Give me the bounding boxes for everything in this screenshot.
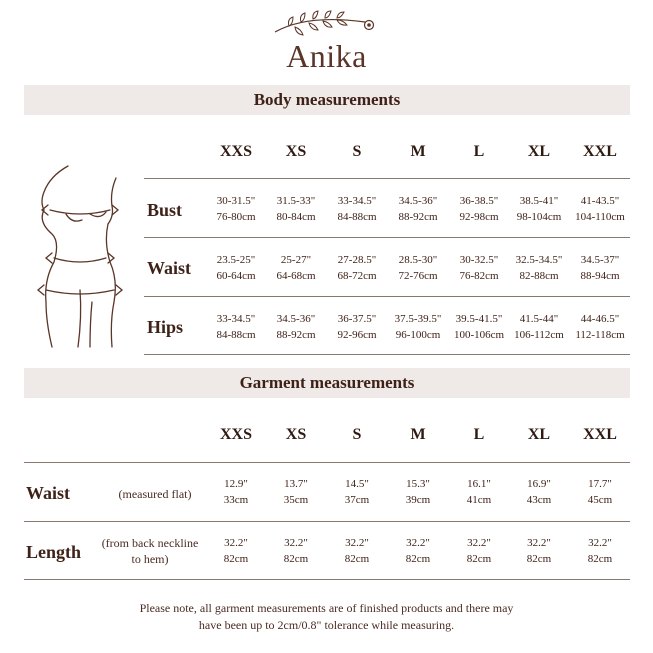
measurement-cell: 32.2" 82cm [587,537,613,565]
measurement-cell: 25-27" 64-68cm [276,254,316,282]
measurement-cell: 37.5-39.5" 96-100cm [394,313,442,341]
size-label: XS [285,426,307,443]
divider [24,579,630,580]
size-label: S [352,143,362,160]
measurement-cell: 32.2" 82cm [526,537,552,565]
size-label: XS [285,143,307,160]
measurement-cell: 30-31.5" 76-80cm [216,195,256,223]
measurement-cell: 23.5-25" 60-64cm [216,254,256,282]
size-label: XXL [583,143,617,160]
size-label: S [352,426,362,443]
size-label: XXS [219,143,252,160]
body-measurements-title: Body measurements [24,85,630,115]
body-row-bust [0,180,653,238]
measurement-cell: 36-38.5" 92-98cm [459,195,499,223]
row-note: (measured flat) [118,487,192,501]
measurement-cell: 17.7" 45cm [587,478,613,506]
measurement-cell: 13.7" 35cm [283,478,309,506]
measurement-cell: 36-37.5" 92-96cm [337,313,377,341]
measurement-cell: 38.5-41" 98-104cm [516,195,562,223]
measurement-cell: 28.5-30" 72-76cm [398,254,438,282]
brand-header [0,8,653,74]
garment-row-waist [0,464,653,522]
body-row-waist [0,239,653,297]
tolerance-note-line: have been up to 2cm/0.8" tolerance while measuring. [198,618,455,632]
body-row-hips [0,298,653,356]
divider [144,296,630,297]
brand-name: Anika [286,38,367,74]
row-label: Hips [147,317,184,337]
measurement-cell: 41.5-44" 106-112cm [514,313,564,341]
measurement-cell: 27-28.5" 68-72cm [337,254,377,282]
size-label: XL [527,143,551,160]
size-label: XXS [219,426,252,443]
measurement-cell: 34.5-36" 88-92cm [398,195,438,223]
size-label: M [410,143,426,160]
measurement-cell: 32.2" 82cm [223,537,249,565]
measurement-cell: 33-34.5" 84-88cm [337,195,377,223]
size-label: XL [527,426,551,443]
measurement-cell: 34.5-36" 88-92cm [276,313,316,341]
measurement-cell: 31.5-33" 80-84cm [276,195,316,223]
divider [144,178,630,179]
size-label: L [473,426,485,443]
measurement-cell: 30-32.5" 76-82cm [459,254,499,282]
row-note: (from back neckline to hem) [101,536,199,566]
measurement-cell: 16.1" 41cm [466,478,492,506]
measurement-cell: 34.5-37" 88-94cm [580,254,620,282]
garment-row-length [0,523,653,581]
row-label: Waist [26,483,71,503]
measurement-cell: 15.3" 39cm [405,478,431,506]
tolerance-note [0,600,653,634]
measurement-cell: 32.2" 82cm [466,537,492,565]
divider [144,237,630,238]
measurement-cell: 12.9" 33cm [223,478,249,506]
size-label: L [473,143,485,160]
measurement-cell: 41-43.5" 104-110cm [575,195,625,223]
size-label: M [410,426,426,443]
measurement-cell: 32.2" 82cm [405,537,431,565]
leaf-branch-icon [267,8,387,38]
row-label: Waist [147,258,192,278]
row-label: Bust [147,200,183,220]
measurement-cell: 33-34.5" 84-88cm [216,313,256,341]
divider [144,354,630,355]
garment-measurements-title: Garment measurements [24,368,630,398]
measurement-cell: 14.5" 37cm [344,478,370,506]
divider [24,521,630,522]
measurement-cell: 39.5-41.5" 100-106cm [453,313,505,341]
divider [24,462,630,463]
row-label: Length [26,542,82,562]
size-label: XXL [583,426,617,443]
measurement-cell: 44-46.5" 112-118cm [575,313,625,341]
measurement-cell: 16.9" 43cm [526,478,552,506]
measurement-cell: 32.2" 82cm [283,537,309,565]
tolerance-note-line: Please note, all garment measurements are of finished products and there may [139,601,514,615]
measurement-cell: 32.5-34.5" 82-88cm [515,254,563,282]
measurement-cell: 32.2" 82cm [344,537,370,565]
